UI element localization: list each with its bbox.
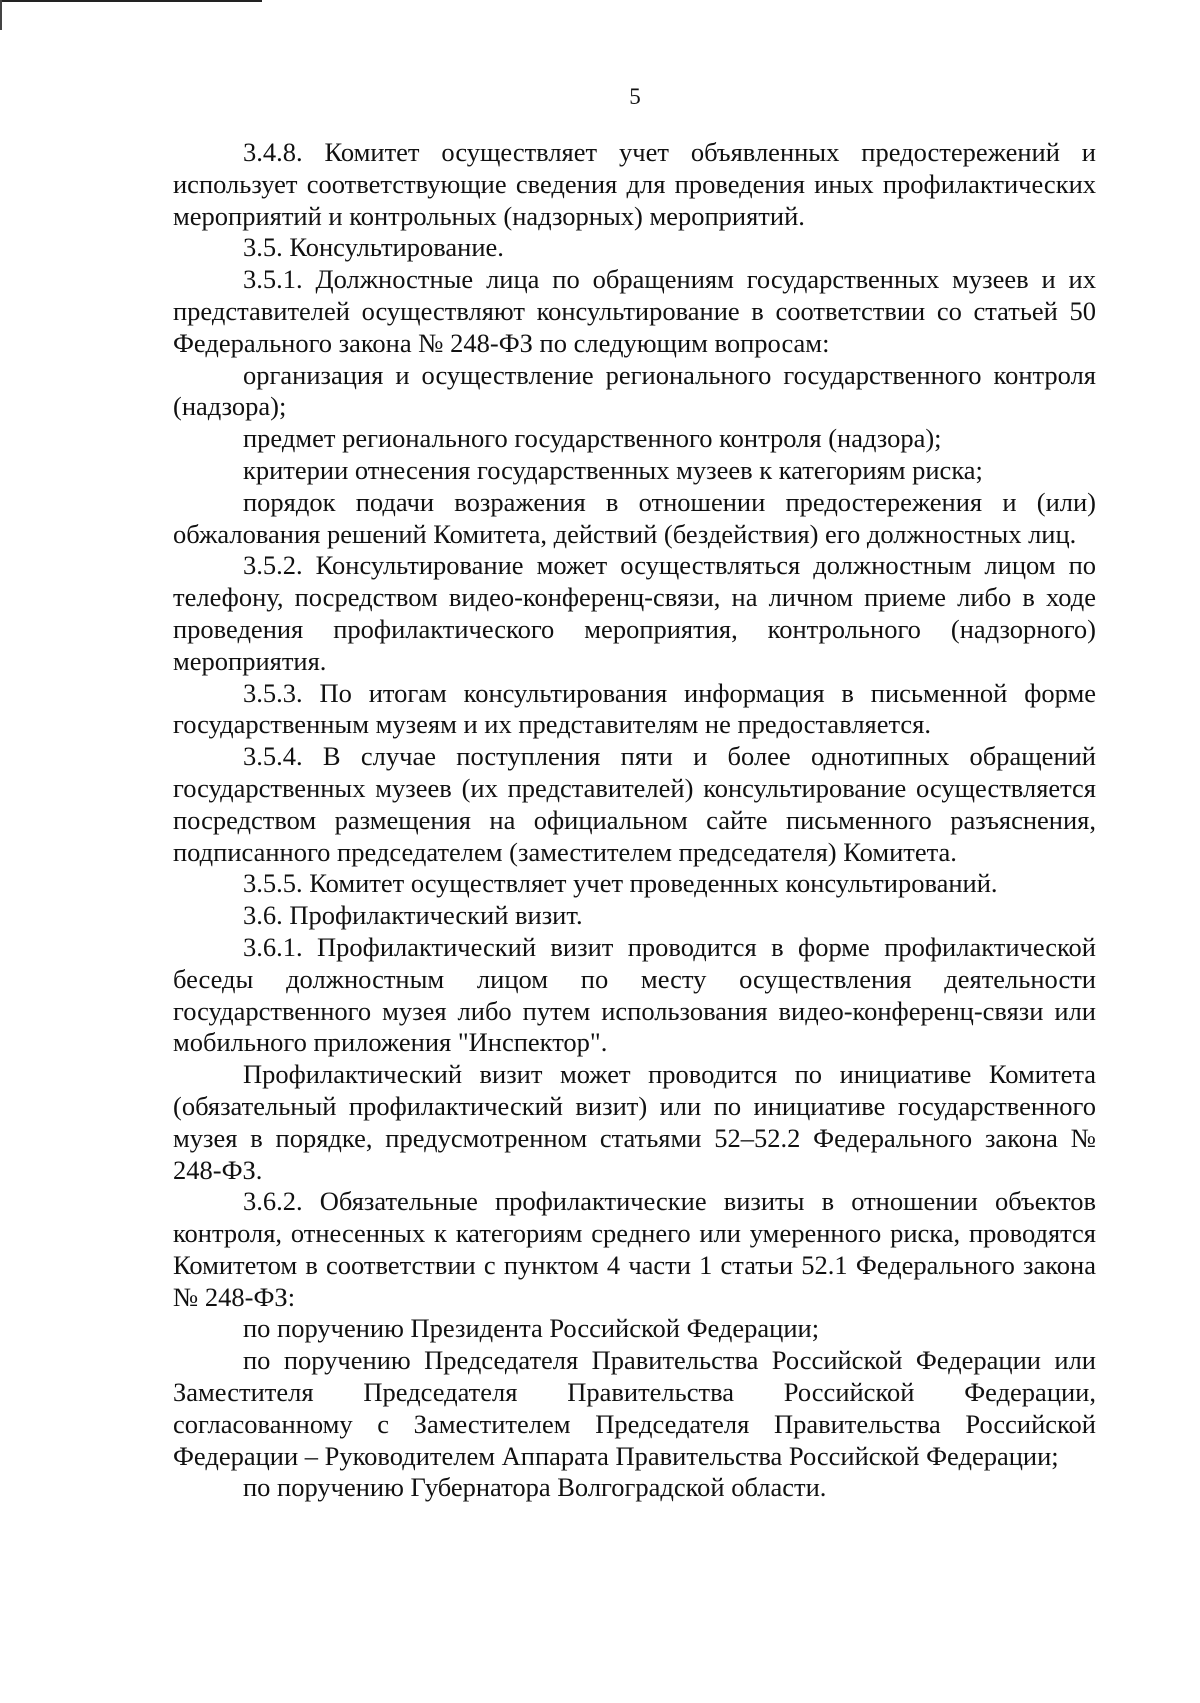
scan-edge-top — [0, 0, 262, 2]
list-item-subject: предмет регионального государственного контроля (надзора); — [243, 423, 942, 454]
list-item-objection-procedure: порядок подачи возражения в отношении предостережения и (или) обжалования решений Комитета, действий (бездействия) его должностных лиц. — [173, 486, 1096, 549]
heading-3-6-preventive-visit: 3.6. Профилактический визит. — [243, 900, 583, 931]
paragraph-3-5-2: 3.5.2. Консультирование может осуществляться должностным лицом по телефону, посредством видео-конференц-связи, на личном приеме либо в ходе проведения профилактического мероприятия, контрольного (надзорного) мероприятия. — [173, 550, 1096, 676]
page-number: 5 — [629, 84, 641, 109]
list-item-governor-order: по поручению Губернатора Волгоградской области. — [243, 1472, 827, 1503]
heading-3-5-consulting: 3.5. Консультирование. — [243, 232, 504, 263]
list-item-criteria: критерии отнесения государственных музеев к категориям риска; — [243, 454, 983, 485]
list-item-president-order: по поручению Президента Российской Федерации; — [243, 1313, 820, 1344]
document-body — [173, 137, 1096, 1504]
paragraph-3-5-3: 3.5.3. По итогам консультирования информация в письменной форме государственным музеям и их представителям не предоставляется. — [173, 677, 1096, 740]
paragraph-3-6-1: 3.6.1. Профилактический визит проводится в форме профилактической беседы должностным лицом по месту осуществления деятельности государственного музея либо путем использования видео-конференц-связи или мобильного приложения "Инспектор". — [173, 931, 1096, 1058]
list-item-government-chairman-order: по поручению Председателя Правительства Российской Федерации или Заместителя Председателя Правительства Российской Федерации, согласованному с Заместителем Председателя Правительства Российской Федерации – Руководителем Аппарата Правительства Российской Федерации; — [173, 1345, 1096, 1471]
paragraph-3-6-2: 3.6.2. Обязательные профилактические визиты в отношении объектов контроля, отнесенных к категориям среднего или умеренного риска, проводятся Комитетом в соответствии с пунктом 4 части 1 статьи 52.1 Федерального закона № 248-ФЗ: — [173, 1186, 1096, 1312]
paragraph-visit-initiative: Профилактический визит может проводится по инициативе Комитета (обязательный профилактический визит) или по инициативе государственного музея в порядке, предусмотренном статьями 52–52.2 Федерального закона № 248-ФЗ. — [173, 1059, 1096, 1185]
scan-edge-left — [0, 0, 2, 30]
paragraph-3-5-4: 3.5.4. В случае поступления пяти и более однотипных обращений государственных музеев (их представителей) консультирование осуществляется посредством размещения на официальном сайте письменного разъяснения, подписанного председателем (заместителем председателя) Комитета. — [173, 741, 1096, 867]
paragraph-3-5-5: 3.5.5. Комитет осуществляет учет проведенных консультирований. — [243, 868, 998, 899]
paragraph-3-5-1: 3.5.1. Должностные лица по обращениям государственных музеев и их представителей осуществляют консультирование в соответствии со статьей 50 Федерального закона № 248-ФЗ по следующим вопросам: — [173, 264, 1096, 358]
paragraph-3-4-8: 3.4.8. Комитет осуществляет учет объявленных предостережений и использует соответствующие сведения для проведения иных профилактических мероприятий и контрольных (надзорных) мероприятий. — [173, 137, 1096, 231]
list-item-organization: организация и осуществление регионального государственного контроля (надзора); — [173, 359, 1096, 422]
